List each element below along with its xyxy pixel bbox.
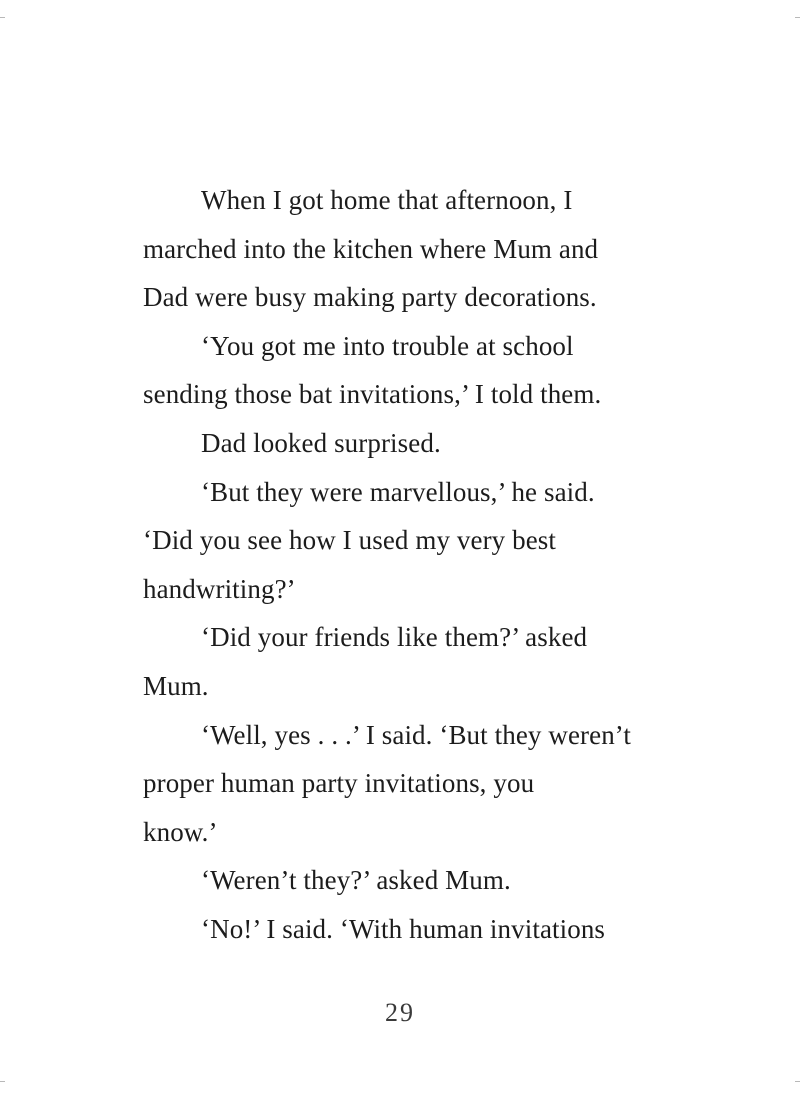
text-line: Mum. (143, 670, 209, 701)
text-line: When I got home that afternoon, I (201, 185, 573, 215)
crop-mark-bottom-right (795, 1081, 800, 1082)
text-line: ‘Did your friends like them?’ asked (201, 622, 588, 653)
crop-mark-bottom-left (0, 1081, 5, 1082)
text-line: ‘Well, yes . . .’ I said. ‘But they weren’t (201, 719, 632, 750)
text-line: Dad looked surprised. (201, 427, 441, 458)
text-line: handwriting?’ (143, 573, 296, 604)
text-line: marched into the kitchen where Mum and (143, 233, 599, 264)
body-text (143, 176, 683, 954)
text-line: ‘No!’ I said. ‘With human invitations (201, 913, 606, 944)
page-number: 29 (385, 998, 415, 1027)
text-line: ‘You got me into trouble at school (201, 330, 574, 361)
crop-mark-top-left (0, 17, 5, 18)
text-line: ‘But they were marvellous,’ he said. (201, 476, 595, 507)
text-line: ‘Weren’t they?’ asked Mum. (201, 865, 511, 896)
text-line: sending those bat invitations,’ I told them. (143, 379, 602, 410)
text-line: ‘Did you see how I used my very best (143, 525, 557, 556)
text-line: know.’ (143, 816, 218, 847)
crop-mark-top-right (795, 17, 800, 18)
text-line: Dad were busy making party decorations. (143, 282, 597, 313)
text-line: proper human party invitations, you (143, 768, 535, 799)
